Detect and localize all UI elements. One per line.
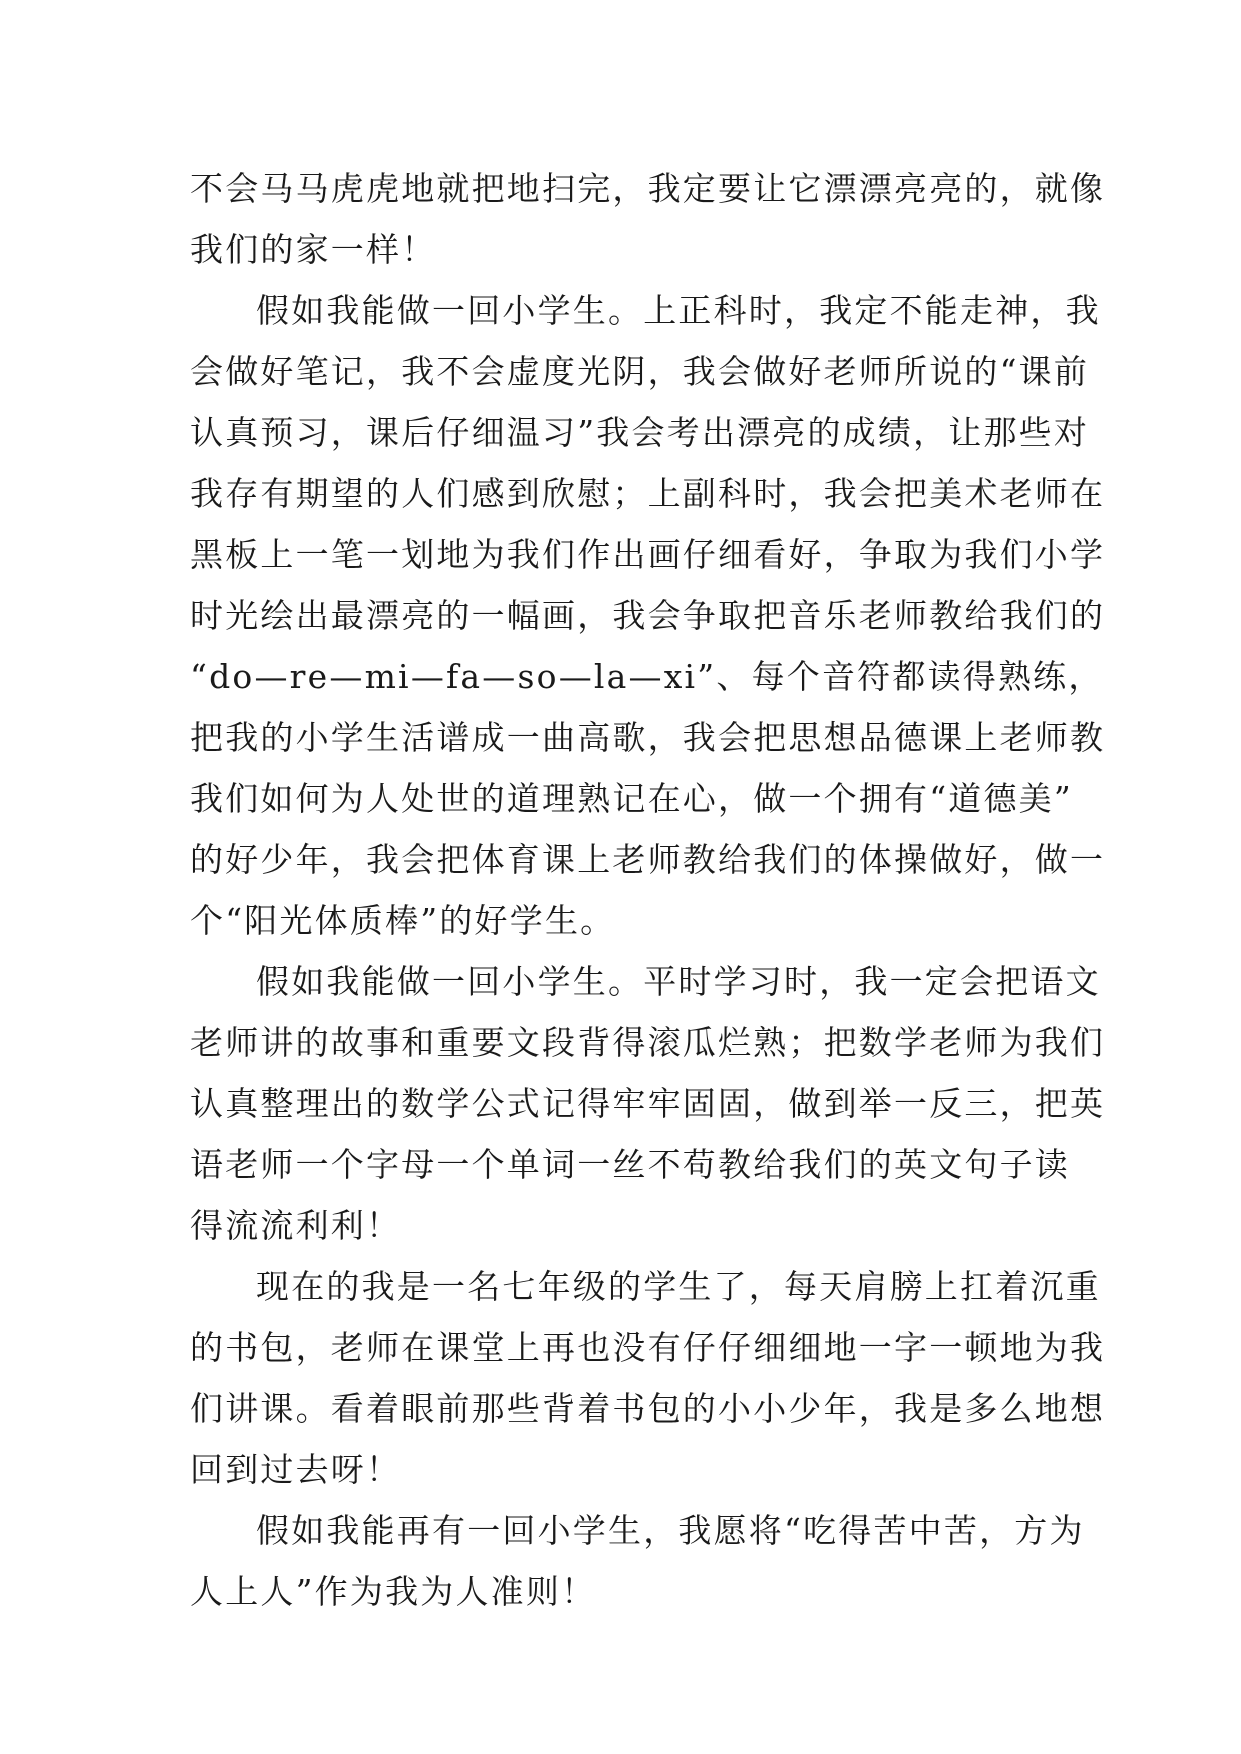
text-line: 老师讲的故事和重要文段背得滚瓜烂熟；把数学老师为我们 — [190, 1023, 1106, 1062]
paragraph-first-line: 假如我能做一回小学生。上正科时，我定不能走神，我 — [256, 291, 1101, 330]
text-line: 时光绘出最漂亮的一幅画，我会争取把音乐老师教给我们的 — [190, 596, 1106, 635]
text-line: “do—re—mi—fa—so—la—xi”、每个音符都读得熟练， — [190, 657, 1104, 696]
text-line: 语老师一个字母一个单词一丝不苟教给我们的英文句子读 — [190, 1145, 1070, 1184]
paragraph-first-line: 现在的我是一名七年级的学生了，每天肩膀上扛着沉重 — [256, 1267, 1101, 1306]
text-line: 得流流利利！ — [190, 1206, 402, 1245]
text-line: 认真整理出的数学公式记得牢牢固固，做到举一反三，把英 — [190, 1084, 1106, 1123]
text-line: 个“阳光体质棒”的好学生。 — [190, 901, 616, 940]
text-line: 我存有期望的人们感到欣慰；上副科时，我会把美术老师在 — [190, 474, 1106, 513]
text-line: 会做好笔记，我不会虚度光阴，我会做好老师所说的“课前 — [190, 352, 1090, 391]
text-line: 黑板上一笔一划地为我们作出画仔细看好，争取为我们小学 — [190, 535, 1106, 574]
text-line: 我们的家一样！ — [190, 230, 437, 269]
text-line: 人上人”作为我为人准则！ — [190, 1572, 597, 1611]
text-line: 们讲课。看着眼前那些背着书包的小小少年，我是多么地想 — [190, 1389, 1106, 1428]
text-line: 我们如何为人处世的道理熟记在心，做一个拥有“道德美” — [190, 779, 1073, 818]
paragraph-first-line: 假如我能做一回小学生。平时学习时，我一定会把语文 — [256, 962, 1101, 1001]
paragraph-first-line: 假如我能再有一回小学生，我愿将“吃得苦中苦，方为 — [256, 1511, 1085, 1550]
text-line: 把我的小学生活谱成一曲高歌，我会把思想品德课上老师教 — [190, 718, 1106, 757]
text-line: 的书包，老师在课堂上再也没有仔仔细细地一字一顿地为我 — [190, 1328, 1106, 1367]
document-body — [190, 158, 1106, 1622]
text-line: 的好少年，我会把体育课上老师教给我们的体操做好，做一 — [190, 840, 1106, 879]
text-line: 认真预习，课后仔细温习”我会考出漂亮的成绩，让那些对 — [190, 413, 1090, 452]
text-line: 回到过去呀！ — [190, 1450, 402, 1489]
text-line: 不会马马虎虎地就把地扫完，我定要让它漂漂亮亮的，就像 — [190, 169, 1106, 208]
